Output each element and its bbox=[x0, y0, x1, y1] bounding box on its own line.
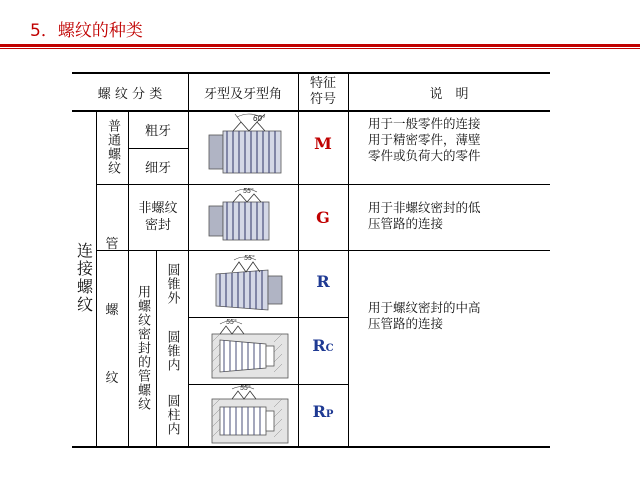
symbol-m: M bbox=[314, 133, 332, 153]
cone-int-angle-label: 55° bbox=[226, 319, 237, 326]
symbol-r: R bbox=[316, 271, 330, 291]
cone-ext-label: 圆锥外 bbox=[164, 262, 180, 305]
title-rule-thin bbox=[0, 48, 640, 49]
metric-description: 用于一般零件的连接 用于精密零件，薄壁 零件或负荷大的零件 bbox=[368, 116, 481, 163]
pipe-label-c: 纹 bbox=[105, 370, 119, 386]
cone-ext-thread-drawing bbox=[208, 252, 294, 316]
cone-int-label: 圆锥内 bbox=[164, 329, 180, 372]
metric-angle-label: 60° bbox=[253, 114, 266, 123]
nonseal-thread-drawing bbox=[203, 186, 295, 248]
metric-thread-drawing bbox=[203, 113, 295, 183]
cyl-int-label: 圆柱内 bbox=[164, 394, 180, 436]
header-category: 螺 纹 分 类 bbox=[97, 86, 163, 102]
cone-ext-angle-label: 55° bbox=[244, 255, 255, 262]
nonseal-description: 用于非螺纹密封的低 压管路的连接 bbox=[368, 200, 481, 231]
header-description: 说 明 bbox=[429, 86, 469, 102]
pipe-label-a: 管 bbox=[105, 236, 119, 252]
connect-thread-label: 连接螺纹 bbox=[74, 242, 94, 314]
symbol-rc: R C bbox=[312, 336, 334, 355]
fine-label: 细牙 bbox=[144, 160, 171, 176]
normal-thread-label: 普通螺纹 bbox=[105, 119, 120, 175]
slide-title: 5．螺纹的种类 bbox=[30, 21, 143, 41]
cyl-int-thread-drawing bbox=[206, 385, 296, 445]
header-profile: 牙型及牙型角 bbox=[203, 86, 282, 102]
seal-description: 用于螺纹密封的中高 压管路的连接 bbox=[368, 300, 481, 331]
header-symbol: 特征 符号 bbox=[309, 76, 336, 107]
symbol-g: G bbox=[316, 207, 330, 227]
sealed-pipe-label: 用螺纹密封的管螺纹 bbox=[135, 285, 150, 411]
table-bottom-line bbox=[72, 446, 550, 448]
nonseal-label: 非螺纹密封 bbox=[138, 201, 178, 233]
title-rule bbox=[0, 44, 640, 47]
pipe-label-b: 螺 bbox=[105, 302, 119, 318]
symbol-rp: R P bbox=[312, 402, 334, 421]
coarse-label: 粗牙 bbox=[144, 123, 171, 139]
nonseal-angle-label: 55° bbox=[243, 188, 254, 195]
cyl-int-angle-label: 55° bbox=[240, 385, 251, 392]
cone-int-thread-drawing bbox=[206, 318, 296, 382]
